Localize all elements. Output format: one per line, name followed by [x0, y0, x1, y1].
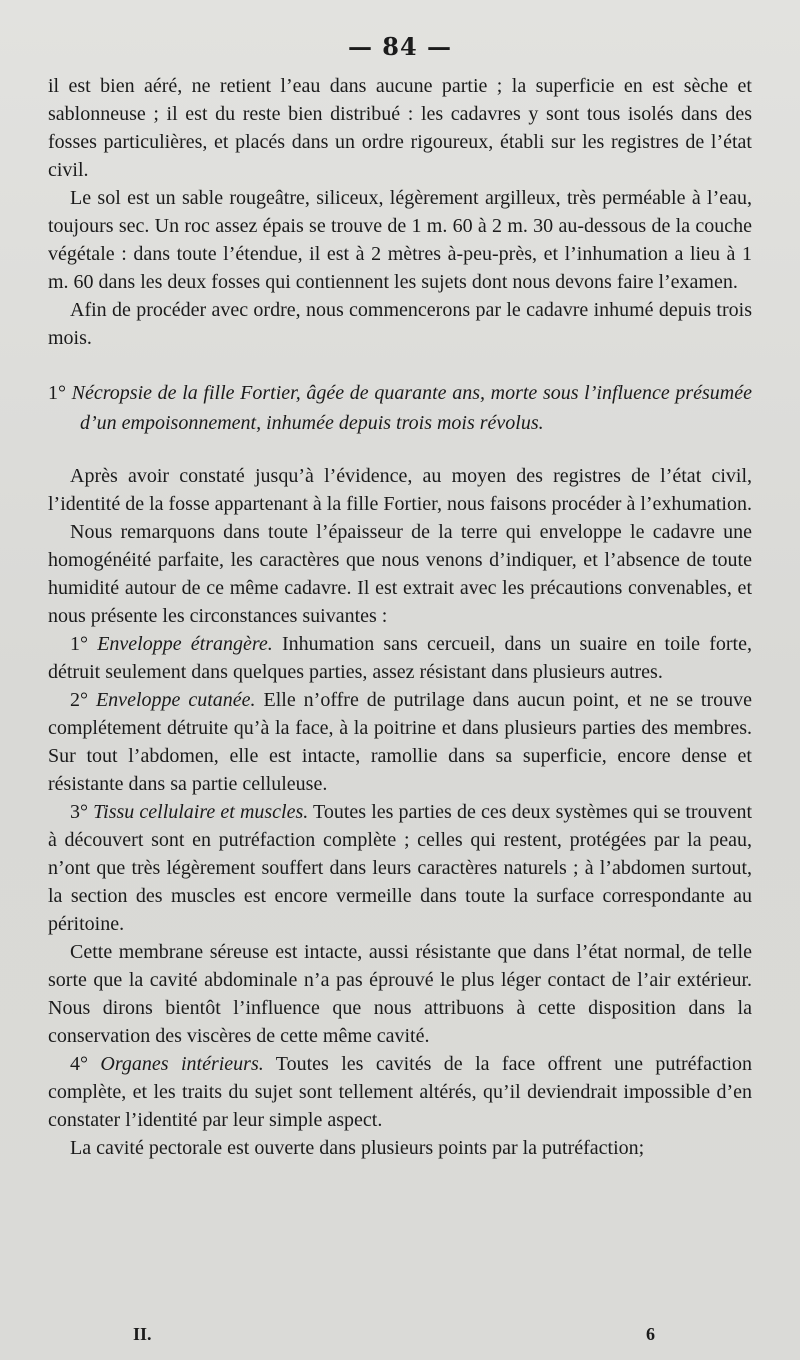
section-heading	[48, 378, 752, 438]
list-item-number: 1°	[70, 633, 88, 655]
list-item-text: Elle n’offre de putrilage dans aucun point, et ne se trouve complétement détruite qu’à la face, à la poitrine et dans plusieurs parties des membres. Sur tout l’abdomen, elle est intacte, ramollie dans sa superficie, encore dense et résistante dans sa partie celluleuse.	[48, 689, 753, 795]
list-item-text: Inhumation sans cercueil, dans un suaire en toile forte, détruit seulement dans quelques parties, assez résistant dans plusieurs autres.	[48, 633, 752, 683]
signature-mark-right: 6	[646, 1324, 655, 1344]
list-item-number: 2°	[70, 689, 88, 711]
list-item-4	[48, 1050, 752, 1134]
paragraph-intro-3: Afin de procéder avec ordre, nous commencerons par le cadavre inhumé depuis trois mois.	[48, 299, 752, 349]
paragraph-last: La cavité pectorale est ouverte dans plusieurs points par la putréfaction;	[70, 1137, 645, 1159]
list-item-number: 4°	[70, 1053, 88, 1075]
section-title: Nécropsie de la fille Fortier, âgée de quarante ans, morte sous l’influence présumée d’un empoisonnement, inhumée depuis trois mois révolus.	[71, 382, 752, 434]
list-item-3	[48, 798, 752, 938]
list-item-title: Tissu cellulaire et muscles.	[93, 801, 309, 823]
paragraph-exhumation: Après avoir constaté jusqu’à l’évidence, au moyen des registres de l’état civil, l’identité de la fosse appartenant à la fille Fortier, nous faisons procéder à l’exhumation.	[48, 465, 752, 515]
list-item-number: 3°	[70, 801, 88, 823]
list-item-title: Enveloppe cutanée.	[95, 689, 256, 711]
paragraph-intro-1: il est bien aéré, ne retient l’eau dans aucune partie ; la superficie en est sèche et sablonneuse ; il est du reste bien distribué : les cadavres y sont tous isolés dans des fosses particulières, et placés dans un ordre rigoureux, établi sur les registres de l’état civil.	[48, 75, 752, 181]
list-item-title: Organes intérieurs.	[100, 1053, 264, 1075]
list-item-text: Toutes les parties de ces deux systèmes qui se trouvent à découvert sont en putréfaction complète ; celles qui restent, protégées par la peau, n’ont que très légèrement souffert dans leurs caractères naturels ; à l’abdomen surtout, la section des muscles est encore vermeille dans toute la surface correspondante au péritoine.	[48, 801, 753, 935]
list-item-title: Enveloppe étrangère.	[97, 633, 273, 655]
list-item-text: Toutes les cavités de la face offrent une putréfaction complète, et les traits du sujet sont tellement altérés, qu’il deviendrait impossible d’en constater l’identité par leur simple aspect.	[48, 1053, 753, 1131]
page-footer	[0, 1324, 800, 1348]
paragraph-observations: Nous remarquons dans toute l’épaisseur de la terre qui enveloppe le cadavre une homogénéité parfaite, les caractères que nous venons d’indiquer, et l’absence de toute humidité autour de ce même cadavre. Il est extrait avec les précautions convenables, et nous présente les circonstances suivantes :	[48, 521, 752, 627]
paragraph-membrane: Cette membrane séreuse est intacte, aussi résistante que dans l’état normal, de telle sorte que la cavité abdominale n’a pas éprouvé le plus léger contact de l’air extérieur. Nous dirons bientôt l’influence que nous attribuons à cette disposition dans la conservation des viscères de cette même cavité.	[48, 941, 752, 1047]
list-item-1	[48, 630, 752, 686]
section-number: 1°	[48, 382, 66, 404]
page-number: — 84 —	[347, 32, 453, 61]
paragraph-intro-2: Le sol est un sable rougeâtre, siliceux, légèrement argilleux, très perméable à l’eau, toujours sec. Un roc assez épais se trouve de 1 m. 60 à 2 m. 30 au-dessous de la couche végétale : dans toute l’étendue, il est à 2 mètres à-peu-près, et l’inhumation a lieu à 1 m. 60 dans les deux fosses qui contiennent les sujets dont nous devons faire l’examen.	[48, 187, 752, 293]
list-item-2	[48, 686, 752, 798]
signature-mark-left: II.	[133, 1324, 152, 1344]
